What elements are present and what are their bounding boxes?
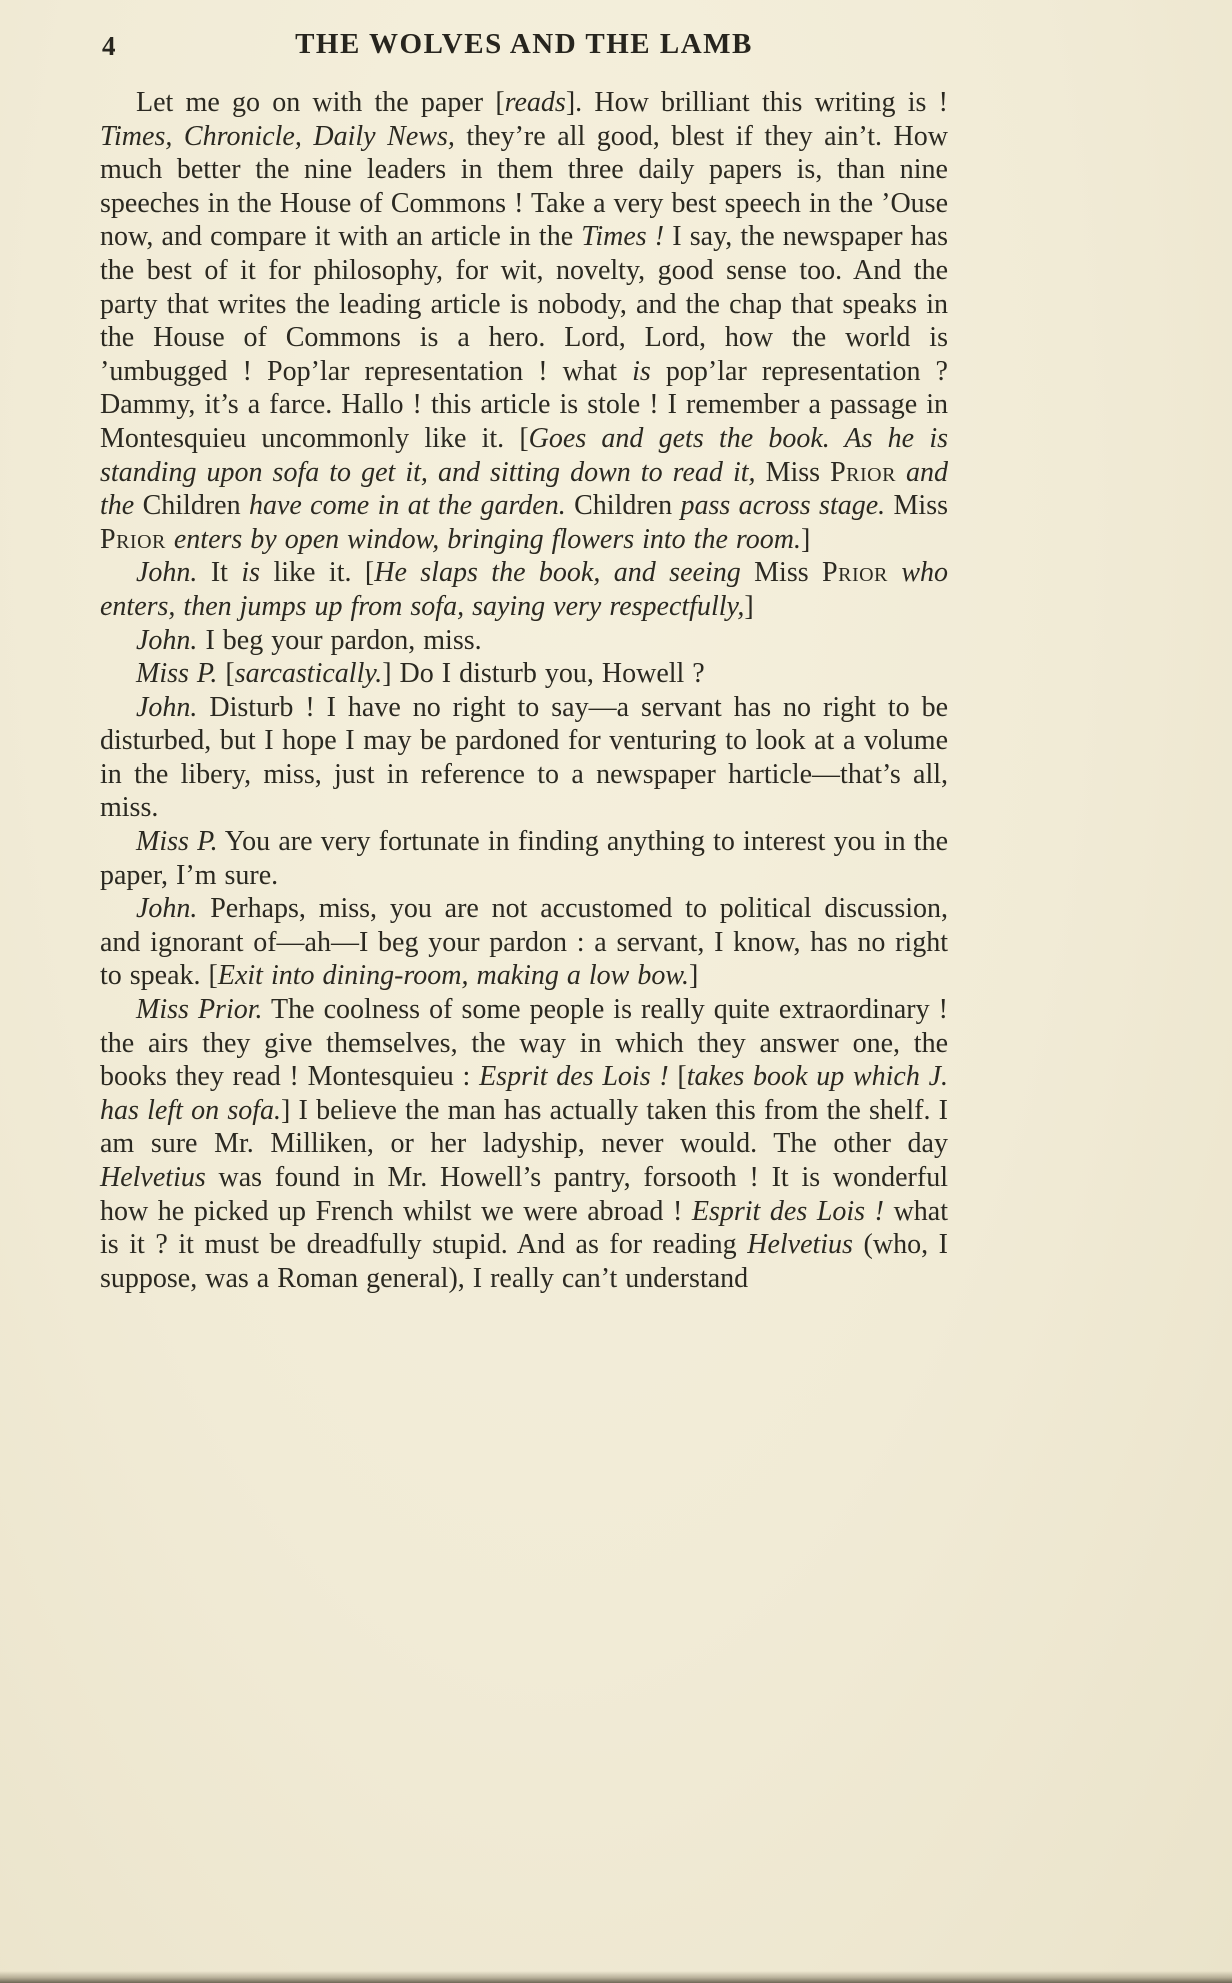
text-run: I say, the newspaper has the best of it for philosophy, for wit, novelty, good sense too. And the party that writes the leading article is nobody, and the chap that speaks in the House of Commons is a hero. Lord, Lord, how the world is ’umbugged ! Pop’lar representation ! what — [100, 221, 948, 387]
text-run: ] — [800, 523, 811, 555]
paragraph — [100, 892, 948, 993]
text-run: enters by open window, bringing flowers into the room. — [165, 523, 801, 555]
text-run: Helvetius — [100, 1162, 206, 1193]
text-run: ] — [688, 960, 699, 992]
paragraph — [100, 825, 948, 892]
page-header — [100, 28, 948, 61]
text-run: Children — [142, 490, 249, 522]
page-body — [100, 86, 948, 1295]
character-name: Prior — [100, 523, 166, 555]
text-run: Exit into dining-room, making a low bow. — [217, 960, 689, 992]
text-run: reads — [504, 87, 566, 118]
text-run: they’re all good, blest if they ain’t. How much better the nine leaders in them three daily papers is, than nine speeches in the House of Commons ! Take a very best speech in the ’Ouse now, and compare it with an article in the — [100, 120, 948, 253]
text-run: Miss — [754, 557, 823, 589]
paragraph — [100, 691, 948, 825]
text-run: Esprit des Lois ! — [479, 1061, 669, 1093]
page-number: 4 — [102, 31, 116, 61]
text-run: Helvetius — [747, 1229, 853, 1261]
text-run: Miss Prior. — [136, 994, 263, 1026]
text-run: Disturb ! I have no right to say—a servant has no right to be disturbed, but I hope I may be pardoned for venturing to look at a volume in the libery, miss, just in reference to a newspaper harticle—that’s all, miss. — [100, 691, 948, 824]
text-run: (who, I suppose, was a Roman general), I really can’t understand — [100, 1229, 949, 1294]
text-run: like it. [ — [260, 557, 375, 589]
text-run: is — [241, 557, 261, 589]
paragraph — [100, 993, 948, 1295]
text-run: Miss — [765, 456, 831, 488]
text-run: was found in Mr. Howell’s pantry, forsooth ! It is wonderful how he picked up French whilst we were abroad ! — [100, 1162, 948, 1227]
text-run: takes book up which J. has left on sofa. — [100, 1061, 949, 1126]
text-run: pop’lar representation ? Dammy, it’s a farce. Hallo ! this article is stole ! I remember a passage in Montesquieu uncommonly like it. [ — [100, 355, 948, 454]
character-name: Prior — [830, 456, 896, 488]
text-run: sarcastically. — [234, 658, 383, 690]
text-run: who enters, then jumps up from sofa, saying very respectfully, — [100, 557, 948, 622]
text-run: Miss P. — [136, 658, 218, 690]
paragraph — [100, 657, 948, 691]
text-run: [ — [668, 1061, 687, 1093]
text-run: John. — [136, 893, 198, 925]
text-run: The coolness of some people is really quite extraordinary ! the airs they give themselves, the way in which they answer one, the books they read ! Montesquieu : — [100, 994, 948, 1093]
text-run: pass across stage. — [680, 490, 894, 522]
text-run: It — [197, 557, 242, 589]
text-run: have come in at the garden. — [248, 490, 575, 522]
text-run: Miss P. — [136, 826, 218, 858]
text-run: You are very fortunate in finding anything to interest you in the paper, I’m sure. — [100, 826, 949, 891]
paragraph — [100, 556, 948, 623]
text-run: John. — [136, 624, 198, 656]
text-run: Times, Chronicle, Daily News, — [100, 120, 455, 152]
text-run: [ — [217, 658, 235, 690]
text-run: what is it ? it must be dreadfully stupid. And as for reading — [100, 1195, 948, 1261]
text-run: ] Do I disturb you, Howell ? — [382, 658, 705, 690]
text-run: Esprit des Lois ! — [691, 1195, 884, 1227]
text-run: Let me go on with the paper [ — [136, 87, 505, 118]
text-run: Miss — [893, 490, 948, 522]
text-run: Children — [574, 490, 681, 522]
text-run: is — [632, 355, 651, 387]
text-run: John. — [136, 691, 198, 723]
character-name: Prior — [822, 557, 888, 589]
running-title: THE WOLVES AND THE LAMB — [295, 28, 753, 60]
paragraph — [100, 86, 948, 556]
text-run: Goes and gets the book. As he is standing upon sofa to get it, and sitting down to read it, — [100, 422, 948, 488]
text-run: He slaps the book, and seeing — [374, 557, 755, 589]
text-run: Times ! — [581, 221, 665, 253]
paragraph — [100, 624, 948, 658]
scan-shadow-bottom — [0, 1971, 1232, 1983]
text-run: ] I believe the man has actually taken this from the shelf. I am sure Mr. Milliken, or her ladyship, never would. The other day — [100, 1094, 949, 1160]
text-run: John. — [136, 557, 198, 589]
text-run: ] — [744, 590, 754, 622]
text-run: I beg your pardon, miss. — [197, 624, 482, 656]
text-run: Perhaps, miss, you are not accustomed to political discussion, and ignorant of—ah—I beg your pardon : a servant, I know, has no right to speak. [ — [100, 893, 948, 992]
text-run: and the — [100, 456, 949, 522]
text-run: ]. How brilliant this writing is ! — [565, 87, 948, 118]
